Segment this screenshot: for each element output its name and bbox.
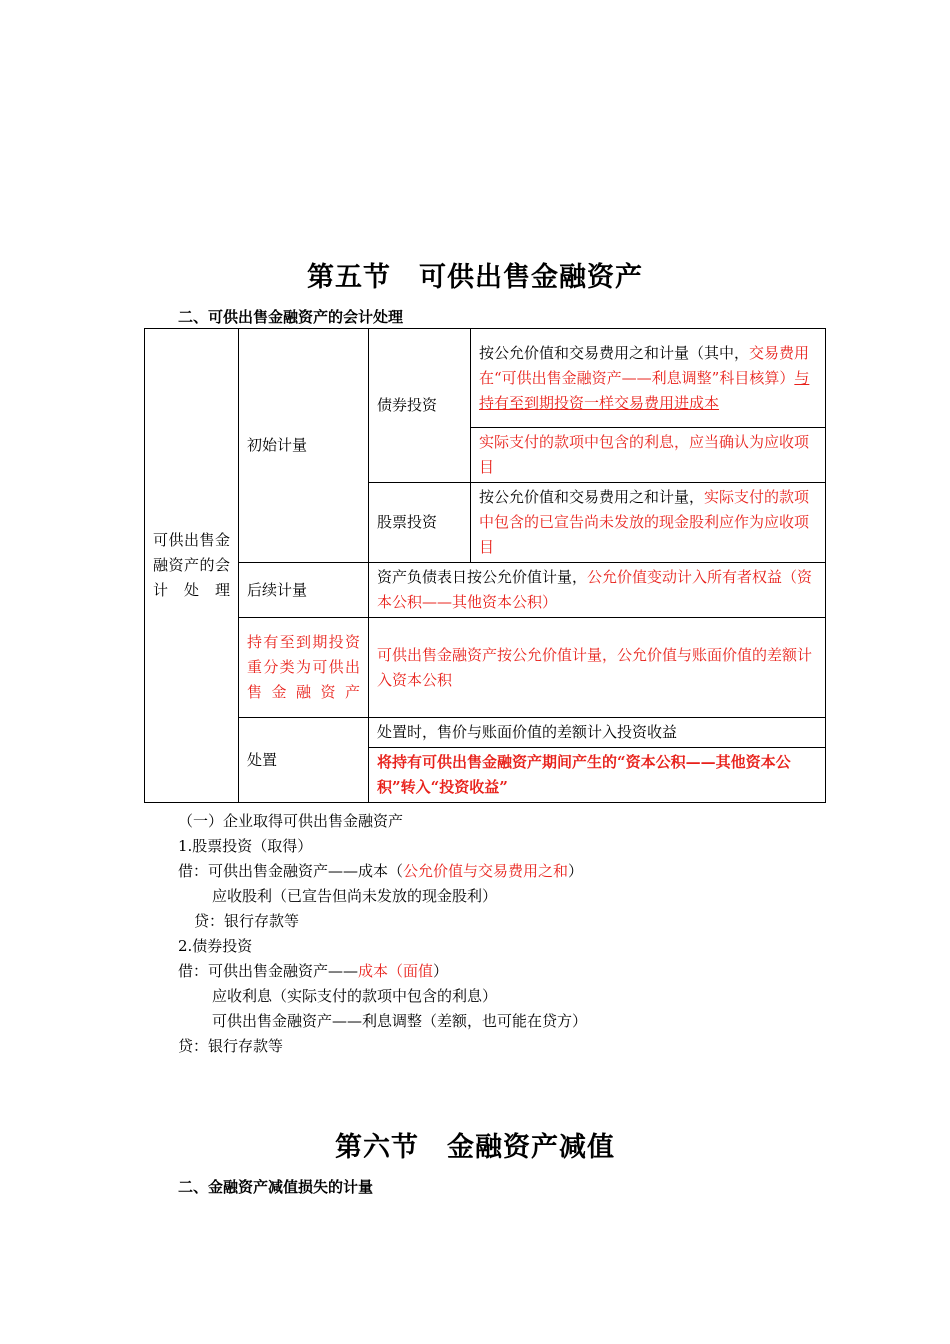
- stock-investment-label: 股票投资: [369, 483, 471, 563]
- disposal-label: 处置: [239, 718, 369, 803]
- journal-entries: [178, 809, 587, 1059]
- bond-entry-title: 2.债券投资: [178, 937, 253, 955]
- stock-entry-title: 1.股票投资（取得）: [178, 837, 313, 855]
- bond-initial-cost-cell: 按公允价值和交易费用之和计量（其中，交易费用在“可供出售金融资产——利息调整”科目核算）与持有至到期投资一样交易费用进成本: [471, 329, 826, 428]
- disposal-reserve-transfer-cell: 将持有可供出售金融资产期间产生的“资本公积——其他资本公积”转入“投资收益”: [369, 748, 826, 803]
- initial-measurement-label: 初始计量: [239, 329, 369, 563]
- section5-subheading: 二、可供出售金融资产的会计处理: [178, 308, 404, 326]
- subsequent-measurement-cell: 资产负债表日按公允价值计量，公允价值变动计入所有者权益（资本公积——其他资本公积）: [369, 563, 826, 618]
- entries-heading: （一）企业取得可供出售金融资产: [178, 812, 404, 830]
- bond-interest-receivable-cell: 实际支付的款项中包含的利息，应当确认为应收项目: [471, 428, 826, 483]
- disposal-gain-cell: 处置时，售价与账面价值的差额计入投资收益: [369, 718, 826, 748]
- stock-initial-cost-cell: 按公允价值和交易费用之和计量，实际支付的款项中包含的已宣告尚未发放的现金股利应作为应收项目: [471, 483, 826, 563]
- section6-title: 第六节 金融资产减值: [335, 1132, 615, 1163]
- section6-subheading: 二、金融资产减值损失的计量: [178, 1178, 374, 1196]
- reclassification-label: 持有至到期投资重分类为可供出售金融资产: [239, 618, 369, 718]
- stock-debit-line-2: 应收股利（已宣告但尚未发放的现金股利）: [212, 887, 498, 905]
- reclassification-cell: 可供出售金融资产按公允价值计量，公允价值与账面价值的差额计入资本公积: [369, 618, 826, 718]
- section5-title: 第五节 可供出售金融资产: [307, 262, 643, 293]
- bond-investment-label: 债券投资: [369, 329, 471, 483]
- subsequent-measurement-label: 后续计量: [239, 563, 369, 618]
- stock-debit-line-1: 借：可供出售金融资产——成本（公允价值与交易费用之和）: [178, 862, 584, 880]
- bond-credit-line: 贷：银行存款等: [178, 1037, 284, 1055]
- stock-credit-line: 贷：银行存款等: [194, 912, 300, 930]
- bond-debit-line-1: 借：可供出售金融资产——成本（面值）: [178, 962, 449, 980]
- bond-debit-line-2: 应收利息（实际支付的款项中包含的利息）: [212, 987, 498, 1005]
- accounting-treatment-table: [144, 328, 826, 803]
- bond-debit-line-3: 可供出售金融资产——利息调整（差额，也可能在贷方）: [212, 1012, 588, 1030]
- table-main-label: 可供出售金融资产的会计处理: [145, 329, 239, 803]
